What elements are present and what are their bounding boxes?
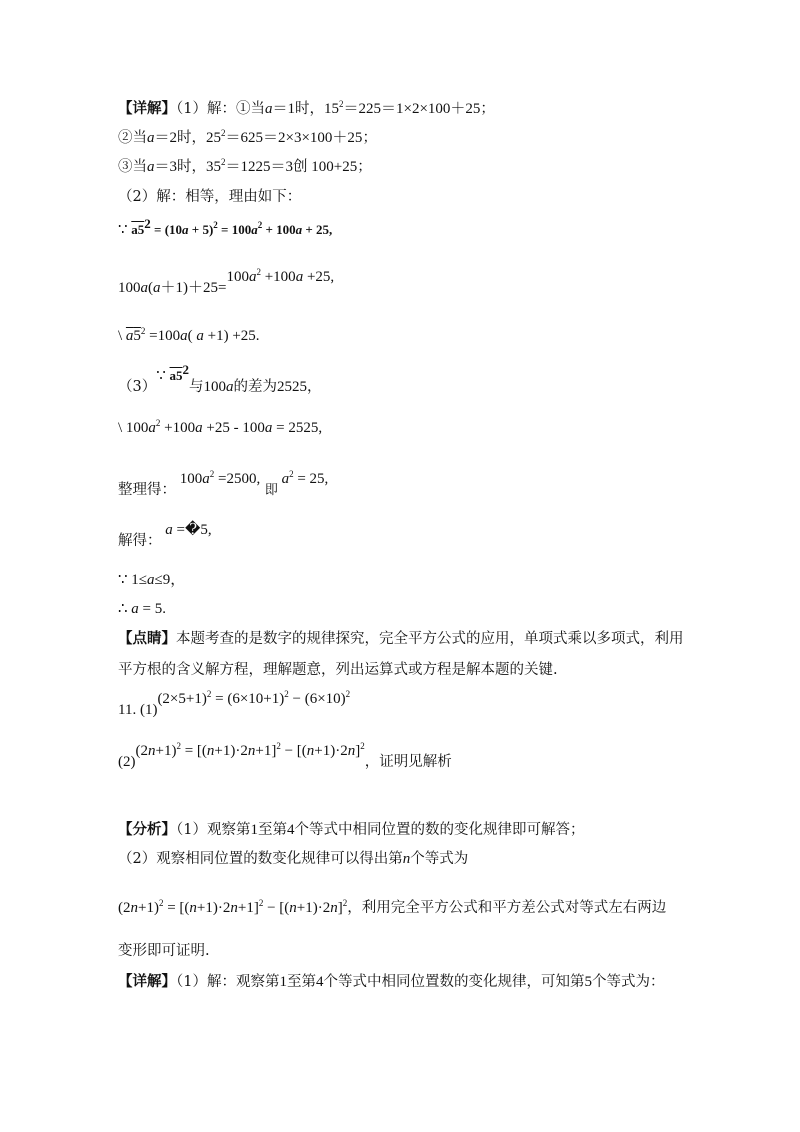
line-19: （2）观察相同位置的数变化规律可以得出第n个等式为 [118,851,469,867]
line-7: \ $\overline{a}5^2 =100a$( a +1) +25. [118,326,260,344]
line-1: 【详解】（1）解：①当a＝1时，$15^2=225=1\times 2\times 100+25$； [118,99,495,117]
line-12: ∵ 1≤a≤9， [118,572,186,588]
line-22: 【详解】（1）解：观察第1至第4个等式中相同位置数的变化规律，可知第5个等式为： [118,973,665,990]
line-16: 11. $(1)(2\times 5+1)^2 = (6\times 10+1)^2 - (6\times 10)^2$ [118,689,351,718]
line-17: $(2)(2n+1)^2 = [(n+1)\cdot 2n+1]^2 - [(n+1)\cdot 2n]^2$，证明见解析 [118,741,452,770]
line-11: 解得： a =�5, [118,522,212,549]
line-13: ∴ a = 5. [118,601,167,617]
line-10: 整理得： $100a^2 =2500$, 即 $a^2 = 25$, [118,469,329,498]
line-20: $(2n+1)^2 = [(n+1)\cdot 2n+1]^2 - [(n+1)\cdot 2n]^2$，利用完全平方公式和平方差公式对等式左右两边 [118,898,667,916]
line-6: $100a(a+1)+25=100a^2 +100a +25$, [118,267,335,296]
line-14: 【点睛】本题考查的是数字的规律探究，完全平方公式的应用，单项式乘以多项式，利用 [118,630,684,647]
line-15: 平方根的含义解方程，理解题意，列出运算式或方程是解本题的关键. [118,662,558,678]
line-4: （2）解：相等，理由如下： [118,189,302,205]
line-21: 变形即可证明. [118,943,210,959]
line-18: 【分析】（1）观察第1至第4个等式中相同位置的数的变化规律即可解答； [118,821,585,838]
line-3: ③当a＝3时，$35^2=1225=3$创 100+25； [118,157,372,175]
line-2: ②当a＝2时，$25^2=625=2\times 3\times 100+25$； [118,128,377,146]
line-5: ∵ $a5^2 = (10a + 5)^2 = 100a^2 + 100a + 25$, [118,216,333,238]
line-8: （3）∵ $a5^2$与100a的差为2525， [118,362,322,395]
line-9: \ $100a^2 +100a +25 - 100a = 2525$, [118,418,323,436]
